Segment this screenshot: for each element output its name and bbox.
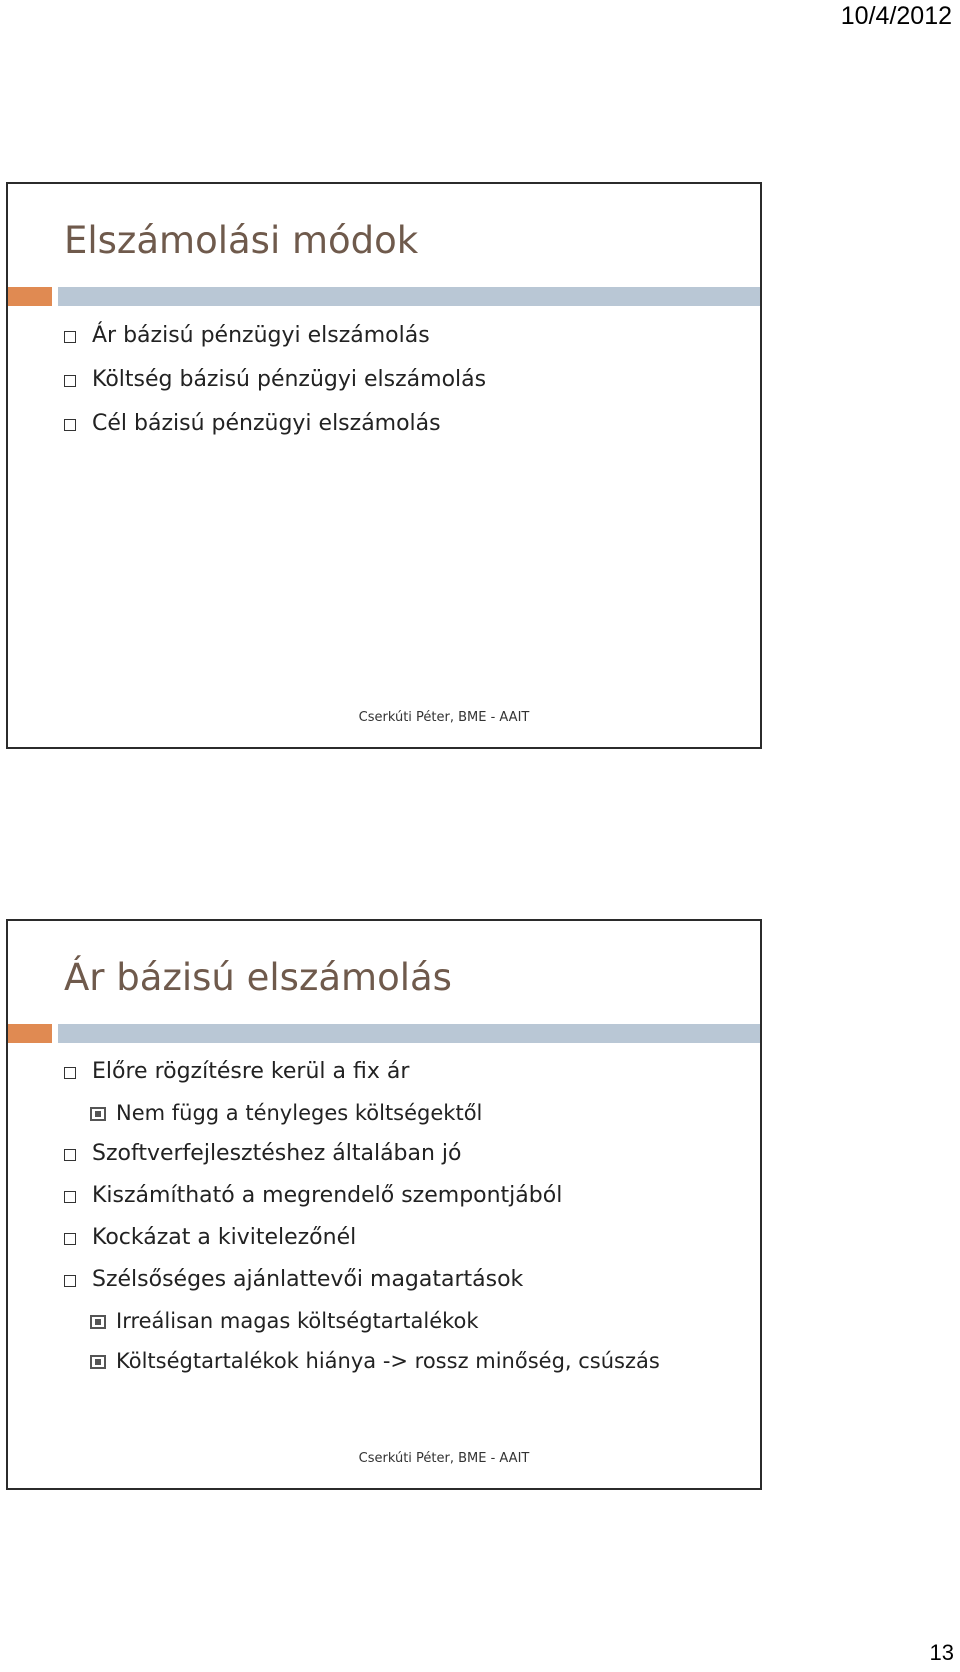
sub-list-item	[64, 1341, 740, 1381]
bullet-text: Kockázat a kivitelezőnél	[92, 1225, 357, 1250]
bullet-text: Szoftverfejlesztéshez általában jó	[92, 1141, 462, 1166]
list-item	[64, 1133, 740, 1175]
square-bullet-icon	[64, 375, 76, 387]
bullet-text: Előre rögzítésre kerül a fix ár	[92, 1059, 410, 1084]
bullet-text: Költség bázisú pénzügyi elszámolás	[92, 367, 487, 392]
square-bullet-icon	[64, 1275, 76, 1287]
square-bullet-icon	[64, 331, 76, 343]
list-item	[64, 314, 740, 358]
filled-square-bullet-icon	[90, 1107, 106, 1121]
slide-ar-bazisu-elszamolas	[6, 919, 762, 1490]
bullet-list	[64, 314, 740, 446]
bullet-text: Cél bázisú pénzügyi elszámolás	[92, 411, 441, 436]
title-accent-bar	[8, 287, 52, 306]
square-bullet-icon	[64, 1233, 76, 1245]
bullet-text: Nem függ a tényleges költségektől	[116, 1101, 483, 1125]
sub-list-item	[64, 1301, 740, 1341]
page-number: 13	[929, 1640, 954, 1665]
title-accent-bar	[8, 1024, 52, 1043]
slide-title: Ár bázisú elszámolás	[64, 956, 452, 999]
list-item	[64, 1175, 740, 1217]
slide-footer: Cserkúti Péter, BME - AAIT	[358, 710, 530, 725]
bullet-text: Kiszámítható a megrendelő szempontjából	[92, 1183, 563, 1208]
title-divider-bar	[58, 1024, 760, 1043]
slide-elszamolasi-modok	[6, 182, 762, 749]
slide-title: Elszámolási módok	[64, 219, 419, 262]
list-item	[64, 358, 740, 402]
title-divider-bar	[58, 287, 760, 306]
square-bullet-icon	[64, 419, 76, 431]
list-item	[64, 1217, 740, 1259]
bullet-text: Szélsőséges ajánlattevői magatartások	[92, 1267, 524, 1292]
slide-footer: Cserkúti Péter, BME - AAIT	[358, 1451, 530, 1466]
list-item	[64, 1051, 740, 1093]
bullet-list	[64, 1051, 740, 1381]
square-bullet-icon	[64, 1191, 76, 1203]
bullet-text: Ár bázisú pénzügyi elszámolás	[92, 323, 430, 348]
sub-list-item	[64, 1093, 740, 1133]
list-item	[64, 402, 740, 446]
square-bullet-icon	[64, 1149, 76, 1161]
page-date: 10/4/2012	[840, 2, 952, 30]
filled-square-bullet-icon	[90, 1315, 106, 1329]
filled-square-bullet-icon	[90, 1355, 106, 1369]
bullet-text: Irreálisan magas költségtartalékok	[116, 1309, 479, 1333]
list-item	[64, 1259, 740, 1301]
square-bullet-icon	[64, 1067, 76, 1079]
bullet-text: Költségtartalékok hiánya -> rossz minőség, csúszás	[116, 1349, 660, 1373]
